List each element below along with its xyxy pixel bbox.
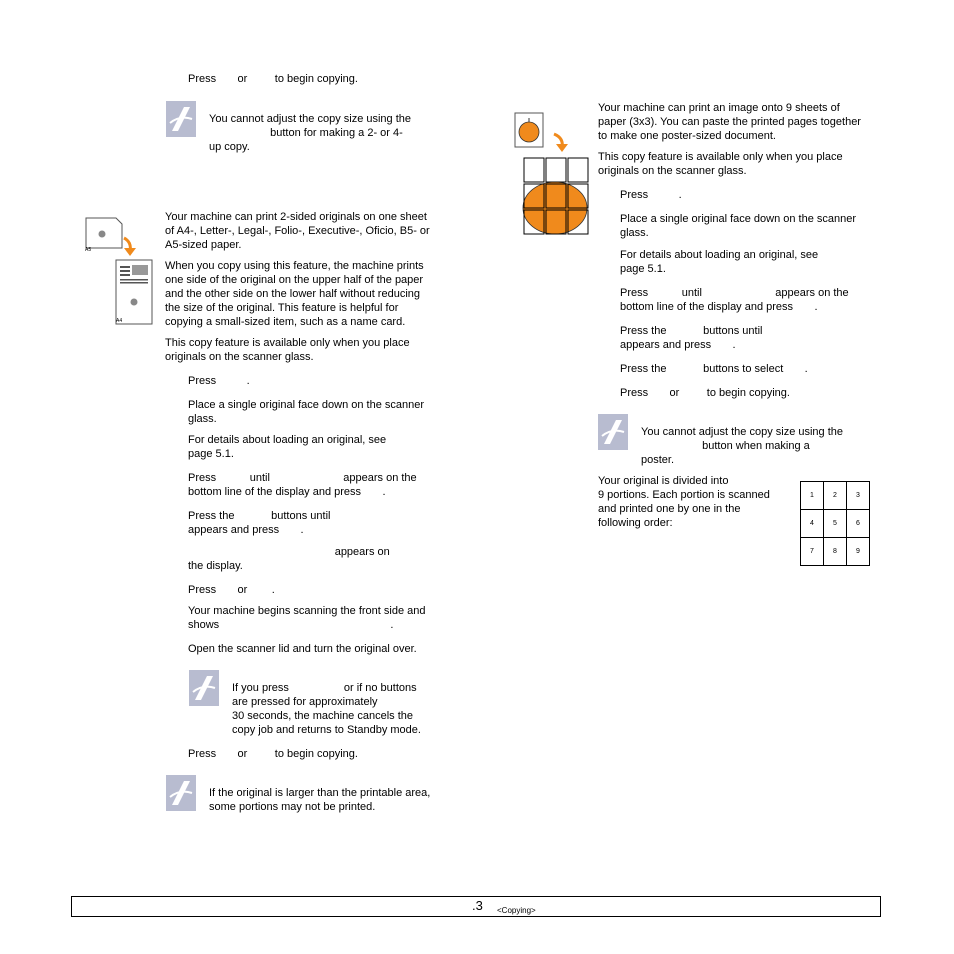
poster-intro: Your machine can print an image onto 9 sheets of paper (3x3). You can paste the printed pages together to make one poster-sized document.	[598, 102, 861, 142]
right-step-6: Press or to begin copying.	[620, 387, 790, 399]
order-cell: 9	[847, 538, 870, 566]
poster-order-grid	[800, 481, 870, 566]
poster-order-description: Your original is divided into 9 portions. Each portion is scanned and printed one by one in the following order:	[598, 475, 770, 529]
left-step-9: Press or to begin copying.	[188, 748, 358, 760]
note-copy-size: You cannot adjust the copy size using the button for making a 2- or 4- up copy.	[209, 113, 412, 153]
note-printable-area: If the original is larger than the printable area, some portions may not be printed.	[209, 787, 431, 813]
chapter-name: <Copying>	[497, 906, 536, 915]
right-step-5: Press the buttons to select .	[620, 363, 808, 375]
note-icon	[189, 670, 219, 706]
label-a5: A5	[85, 247, 92, 253]
right-step-4: Press the buttons until appears and press .	[620, 325, 763, 351]
left-step-6: Press or .	[188, 584, 275, 596]
right-step-2: Place a single original face down on the scanner glass.	[620, 213, 857, 239]
step-start-copy: Press or to begin copying.	[188, 73, 358, 85]
two-sided-illustration	[84, 216, 156, 328]
poster-availability: This copy feature is available only when you place originals on the scanner glass.	[598, 151, 843, 177]
order-cell: 8	[824, 538, 847, 566]
order-cell: 5	[824, 510, 847, 538]
note-standby: If you press or if no buttons are pressed for approximately 30 seconds, the machine cancels the copy job and returns to Standby mode.	[232, 682, 421, 736]
page-footer	[71, 896, 881, 917]
left-step-5: appears on the display.	[188, 546, 390, 572]
left-step-3: Press until appears on the bottom line of the display and press .	[188, 472, 417, 498]
page-number: .3	[472, 898, 483, 913]
left-step-7: Your machine begins scanning the front side and shows .	[188, 605, 426, 631]
left-step-4: Press the buttons until appears and press .	[188, 510, 331, 536]
order-cell: 7	[801, 538, 824, 566]
right-step-3: Press until appears on the bottom line of the display and press .	[620, 287, 849, 313]
order-cell: 2	[824, 482, 847, 510]
left-step-1: Press .	[188, 375, 250, 387]
poster-illustration	[514, 112, 592, 238]
two-sided-availability: This copy feature is available only when you place originals on the scanner glass.	[165, 337, 410, 363]
order-cell: 3	[847, 482, 870, 510]
left-step-2: Place a single original face down on the scanner glass.	[188, 399, 425, 425]
order-cell: 1	[801, 482, 824, 510]
note-icon	[166, 101, 196, 137]
right-step-2-detail: For details about loading an original, see page 5.1.	[620, 249, 819, 275]
left-step-2-detail: For details about loading an original, see page 5.1.	[188, 434, 387, 460]
two-sided-intro: Your machine can print 2-sided originals on one sheet of A4-, Letter-, Legal-, Folio-, Executive-, Oficio, B5- or A5-sized paper.	[165, 211, 430, 251]
label-a4: A4	[116, 318, 123, 324]
note-icon	[598, 414, 628, 450]
note-icon	[166, 775, 196, 811]
left-step-8: Open the scanner lid and turn the original over.	[188, 643, 417, 655]
note-poster-size: You cannot adjust the copy size using the button when making a poster.	[641, 426, 844, 466]
right-step-1: Press .	[620, 189, 682, 201]
two-sided-description: When you copy using this feature, the machine prints one side of the original on the upper half of the paper and the other side on the lower half without reducing the size of the original. This feature is helpful for copying a small-sized item, such as a name card.	[165, 260, 424, 328]
order-cell: 4	[801, 510, 824, 538]
order-cell: 6	[847, 510, 870, 538]
